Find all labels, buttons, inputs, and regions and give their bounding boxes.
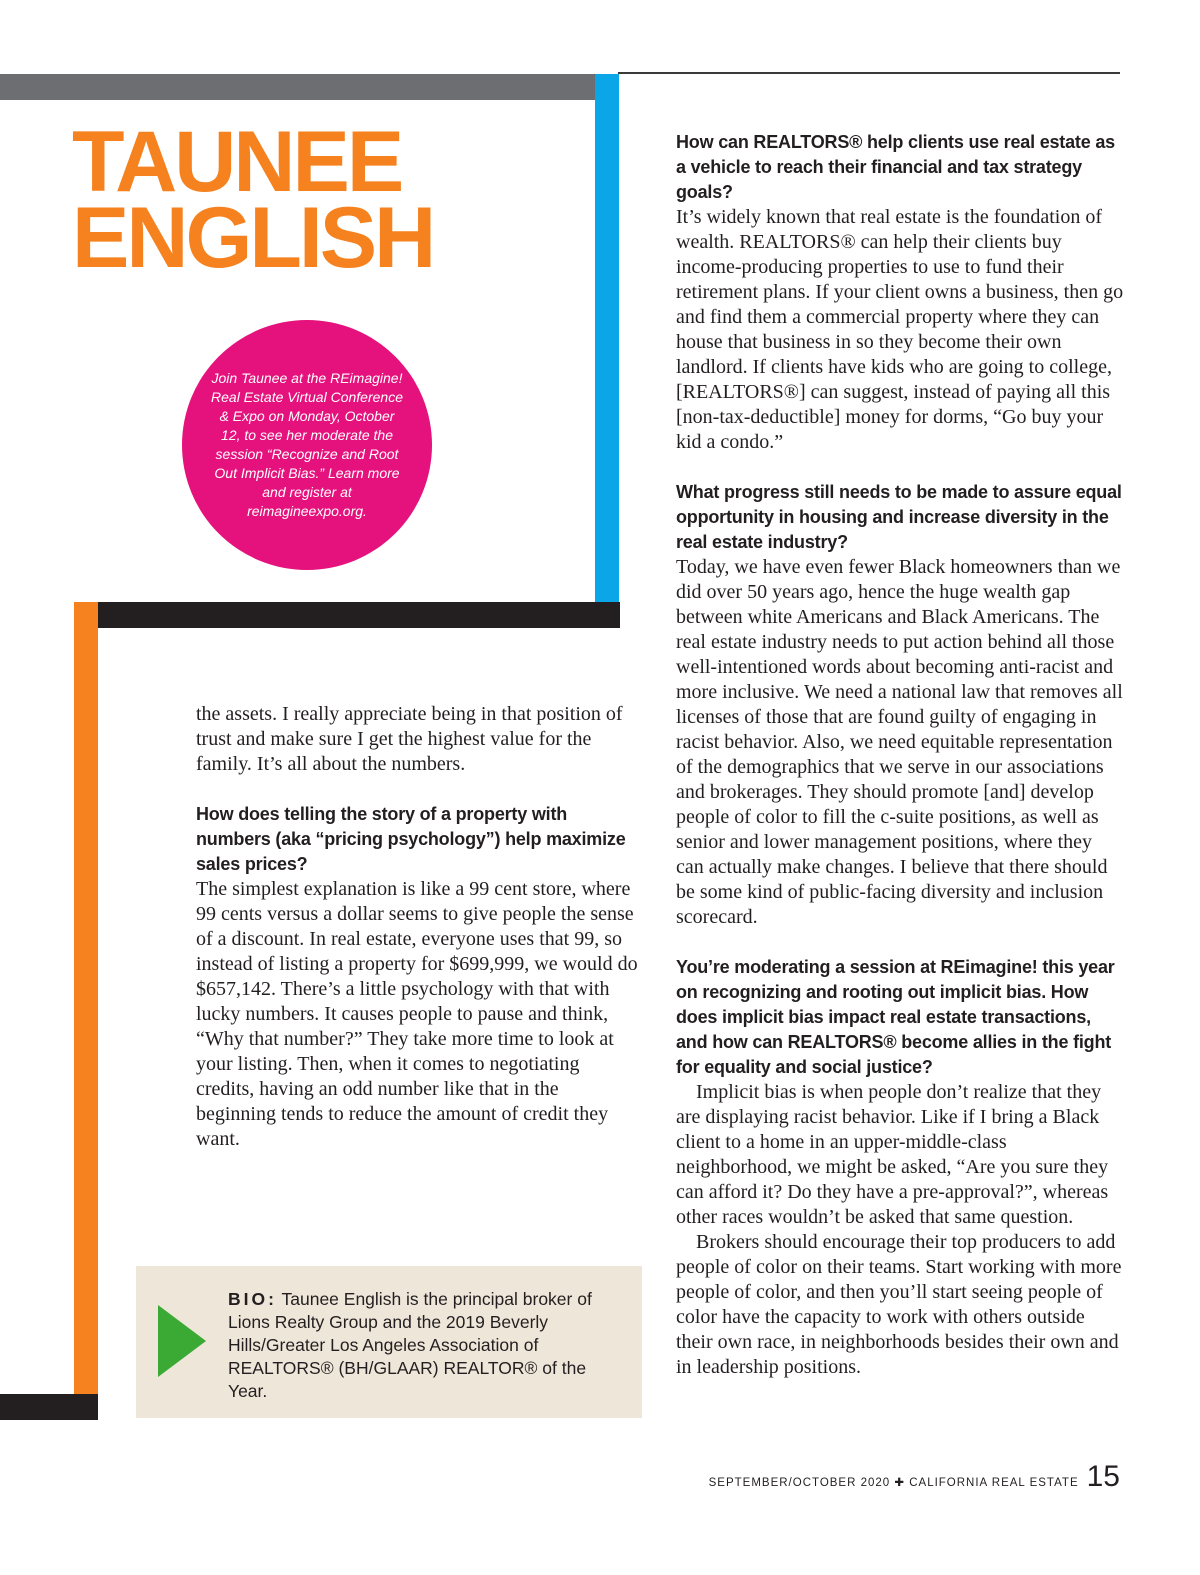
gray-frame-bar <box>0 74 618 100</box>
page-footer <box>709 1460 1120 1494</box>
black-frame-bar <box>74 602 620 628</box>
orange-frame-bar <box>74 602 98 1420</box>
question-heading: You’re moderating a session at REimagine! this year on recognizing and rooting out implicit bias. How does implicit bias impact real estate transactions, and how can REALTORS® become allies in the fight for equality and social justice? <box>676 957 1115 1077</box>
answer-paragraph: It’s widely known that real estate is the foundation of wealth. REALTORS® can help their clients buy income-producing properties to use to fund their retirement plans. If your client owns a business, then go and find them a commercial property where they can house that business in so they become their own landlord. If clients have kids who are going to college, [REALTORS®] can suggest, instead of paying all this [non-tax-deductible] money for dorms, “Go buy your kid a condo.” <box>676 206 1124 453</box>
right-column <box>676 130 1124 1380</box>
question-heading: How can REALTORS® help clients use real estate as a vehicle to reach their financial and tax strategy goals? <box>676 132 1115 202</box>
page-number: 15 <box>1086 1460 1120 1493</box>
bio-label: BIO: <box>228 1289 277 1309</box>
question-heading: How does telling the story of a property with numbers (aka “pricing psychology”) help maximize sales prices? <box>196 804 626 874</box>
bio-text <box>228 1288 624 1403</box>
bio-body: Taunee English is the principal broker of Lions Realty Group and the 2019 Beverly Hills/Greater Los Angeles Association of REALTORS® (BH/GLAAR) REALTOR® of the Year. <box>228 1289 592 1401</box>
answer-paragraph: The simplest explanation is like a 99 cent store, where 99 cents versus a dollar seems to give people the sense of a discount. In real estate, everyone uses that 99, so instead of listing a property for $699,999, we would do $657,142. There’s a little psychology with that with lucky numbers. It causes people to pause and think, “Why that number?” They take more time to look at your listing. Then, when it comes to negotiating credits, having an odd number like that in the beginning tends to reduce the amount of credit they want. <box>196 878 638 1150</box>
paragraph: the assets. I really appreciate being in that position of trust and make sure I get the highest value for the family. It’s all about the numbers. <box>196 703 623 775</box>
promo-text: Join Taunee at the REimagine! Real Estate Virtual Conference & Expo on Monday, October 12, to see her moderate the session “Recognize and Root Out Implicit Bias.” Learn more and register at reimagineexpo.org. <box>211 370 403 519</box>
left-column <box>196 702 642 1152</box>
title-line-2: ENGLISH <box>72 190 434 286</box>
title-line-1: TAUNEE <box>72 114 402 210</box>
question-heading: What progress still needs to be made to assure equal opportunity in housing and increase diversity in the real estate industry? <box>676 482 1122 552</box>
blue-frame-bar <box>595 74 619 602</box>
answer-paragraph: Implicit bias is when people don’t realize that they are displaying racist behavior. Like if I bring a Black client to a home in an upper-middle-class neighborhood, we might be asked, “Are you sure they can afford it? Do they have a pre-approval?”, whereas other races wouldn’t be asked that same question. <box>676 1081 1109 1228</box>
play-arrow-icon <box>158 1305 206 1377</box>
article-title <box>72 114 434 286</box>
top-rule <box>618 72 1120 74</box>
answer-paragraph: Today, we have even fewer Black homeowners than we did over 50 years ago, hence the huge wealth gap between white Americans and Black Americans. The real estate industry needs to put action behind all those well-intentioned words about becoming anti-racist and more inclusive. We need a national law that removes all licenses of those that are found guilty of engaging in racist behavior. Also, we need equitable representation of the demographics that we serve in our associations and brokerages. They should promote [and] develop people of color to fill the c-suite positions, as well as senior and lower management positions, where they can actually make changes. I believe that there should be some kind of public-facing diversity and inclusion scorecard. <box>676 556 1123 928</box>
answer-paragraph: Brokers should encourage their top producers to add people of color on their teams. Start working with more people of color, and then you’ll start seeing people of color have the capacity to work with others outside their own race, in neighborhoods besides their own and in leadership positions. <box>676 1231 1122 1378</box>
footer-issue: SEPTEMBER/OCTOBER 2020 ✚ CALIFORNIA REAL ESTATE <box>708 1477 1079 1489</box>
promo-circle <box>182 320 432 570</box>
black-frame-bar-bottom <box>0 1394 98 1420</box>
